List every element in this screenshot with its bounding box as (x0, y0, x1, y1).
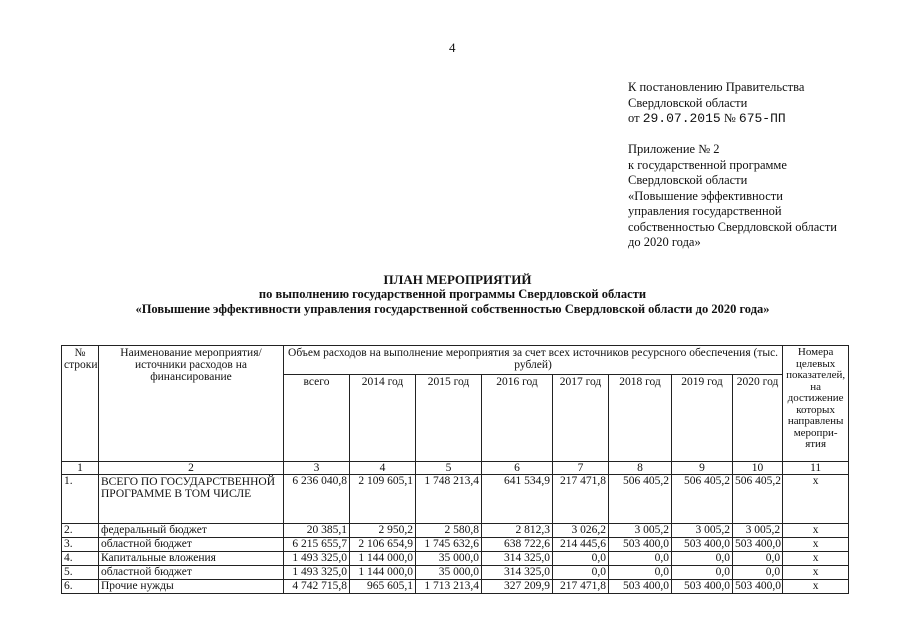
row-name: областной бюджет (99, 566, 284, 580)
appendix-line: управления государственной (628, 204, 782, 218)
cell-indicators: х (783, 475, 849, 524)
table-row (62, 524, 849, 538)
row-name: областной бюджет (99, 538, 284, 552)
decree-reference (628, 80, 888, 127)
cell-total: 1 493 325,0 (284, 552, 350, 566)
cell-2019: 0,0 (672, 566, 733, 580)
table-row (62, 580, 849, 594)
table-header-row (62, 346, 849, 375)
decree-line-1: К постановлению Правительства (628, 80, 805, 94)
column-number: 8 (609, 462, 672, 475)
decree-line-2: Свердловской области (628, 95, 748, 110)
cell-2016: 638 722,6 (482, 538, 553, 552)
row-number: 3. (62, 538, 99, 552)
cell-2015: 35 000,0 (416, 566, 482, 580)
header-col-2016: 2016 год (482, 375, 553, 462)
cell-2020: 0,0 (733, 566, 783, 580)
cell-2018: 503 400,0 (609, 580, 672, 594)
header-row-number: № строки (62, 346, 99, 462)
header-col-2017: 2017 год (553, 375, 609, 462)
cell-2014: 1 144 000,0 (350, 566, 416, 580)
cell-2015: 1 745 632,6 (416, 538, 482, 552)
cell-2016: 641 534,9 (482, 475, 553, 524)
cell-2017: 0,0 (553, 566, 609, 580)
document-title (0, 272, 905, 317)
header-col-2014: 2014 год (350, 375, 416, 462)
cell-2019: 506 405,2 (672, 475, 733, 524)
row-number: 2. (62, 524, 99, 538)
header-col-2019: 2019 год (672, 375, 733, 462)
header-col-2015: 2015 год (416, 375, 482, 462)
cell-total: 20 385,1 (284, 524, 350, 538)
cell-2019: 503 400,0 (672, 580, 733, 594)
cell-2016: 314 325,0 (482, 552, 553, 566)
cell-2018: 503 400,0 (609, 538, 672, 552)
header-col-2018: 2018 год (609, 375, 672, 462)
column-number: 10 (733, 462, 783, 475)
header-volume: Объем расходов на выполнение мероприятия за счет всех источников ресурсного обеспечения (тыс. рублей) (284, 346, 783, 375)
row-name: Капитальные вложения (99, 552, 284, 566)
table-row (62, 552, 849, 566)
row-number: 6. (62, 580, 99, 594)
row-name: ВСЕГО ПО ГОСУДАРСТВЕННОЙ ПРОГРАММЕ В ТОМ ЧИСЛЕ (99, 475, 284, 524)
cell-2018: 506 405,2 (609, 475, 672, 524)
cell-2019: 0,0 (672, 552, 733, 566)
cell-2017: 217 471,8 (553, 475, 609, 524)
cell-2017: 3 026,2 (553, 524, 609, 538)
row-number: 5. (62, 566, 99, 580)
cell-2014: 2 109 605,1 (350, 475, 416, 524)
row-number: 1. (62, 475, 99, 524)
decree-date-prefix: от (628, 111, 640, 125)
title-line-1: ПЛАН МЕРОПРИЯТИЙ (383, 272, 532, 287)
cell-2014: 2 950,2 (350, 524, 416, 538)
cell-2017: 0,0 (553, 552, 609, 566)
cell-2020: 503 400,0 (733, 580, 783, 594)
column-number: 11 (783, 462, 849, 475)
appendix-line: собственностью Свердловской области (628, 219, 837, 234)
appendix-line: Свердловской области (628, 173, 748, 187)
decree-number-sign: № (723, 111, 736, 125)
header-indicators: Номера целевых показателей, на достижение которых направлены меропри-ятия (783, 346, 849, 462)
cell-indicators: х (783, 552, 849, 566)
cell-2020: 506 405,2 (733, 475, 783, 524)
cell-2016: 2 812,3 (482, 524, 553, 538)
cell-2014: 965 605,1 (350, 580, 416, 594)
title-line-3: «Повышение эффективности управления государственной собственностью Свердловской области до 2020 года» (135, 302, 770, 316)
column-number: 7 (553, 462, 609, 475)
table-row (62, 566, 849, 580)
cell-2019: 503 400,0 (672, 538, 733, 552)
appendix-line: до 2020 года» (628, 235, 701, 249)
decree-date: 29.07.2015 (642, 111, 721, 126)
cell-2015: 35 000,0 (416, 552, 482, 566)
cell-total: 6 236 040,8 (284, 475, 350, 524)
table-row (62, 538, 849, 552)
decree-number: 675-ПП (738, 111, 786, 126)
title-line-2: по выполнению государственной программы Свердловской области (258, 287, 647, 301)
row-name: Прочие нужды (99, 580, 284, 594)
cell-2020: 3 005,2 (733, 524, 783, 538)
page-number: 4 (449, 40, 456, 55)
cell-2020: 503 400,0 (733, 538, 783, 552)
plan-table (61, 345, 849, 594)
cell-2015: 1 748 213,4 (416, 475, 482, 524)
cell-2018: 3 005,2 (609, 524, 672, 538)
cell-indicators: х (783, 580, 849, 594)
column-number: 4 (350, 462, 416, 475)
cell-2016: 314 325,0 (482, 566, 553, 580)
column-number: 5 (416, 462, 482, 475)
cell-indicators: х (783, 566, 849, 580)
row-number: 4. (62, 552, 99, 566)
cell-2020: 0,0 (733, 552, 783, 566)
column-number: 6 (482, 462, 553, 475)
header-col-2020: 2020 год (733, 375, 783, 462)
cell-2015: 2 580,8 (416, 524, 482, 538)
cell-2019: 3 005,2 (672, 524, 733, 538)
table-row (62, 475, 849, 524)
column-number: 3 (284, 462, 350, 475)
appendix-reference (628, 142, 878, 251)
appendix-line: «Повышение эффективности (628, 188, 783, 203)
column-number: 9 (672, 462, 733, 475)
cell-indicators: х (783, 538, 849, 552)
cell-2017: 217 471,8 (553, 580, 609, 594)
cell-2014: 2 106 654,9 (350, 538, 416, 552)
cell-2014: 1 144 000,0 (350, 552, 416, 566)
column-number: 2 (99, 462, 284, 475)
cell-2018: 0,0 (609, 566, 672, 580)
cell-total: 4 742 715,8 (284, 580, 350, 594)
header-name: Наименование мероприятия/ источники расходов на финансирование (99, 346, 284, 462)
appendix-line: Приложение № 2 (628, 142, 720, 156)
cell-total: 6 215 655,7 (284, 538, 350, 552)
decree-date-line (628, 111, 888, 127)
column-numbers-row (62, 462, 849, 475)
header-col-total: всего (284, 375, 350, 462)
cell-2017: 214 445,6 (553, 538, 609, 552)
cell-total: 1 493 325,0 (284, 566, 350, 580)
row-name: федеральный бюджет (99, 524, 284, 538)
column-number: 1 (62, 462, 99, 475)
cell-2016: 327 209,9 (482, 580, 553, 594)
cell-2015: 1 713 213,4 (416, 580, 482, 594)
cell-indicators: х (783, 524, 849, 538)
appendix-line: к государственной программе (628, 157, 787, 172)
cell-2018: 0,0 (609, 552, 672, 566)
